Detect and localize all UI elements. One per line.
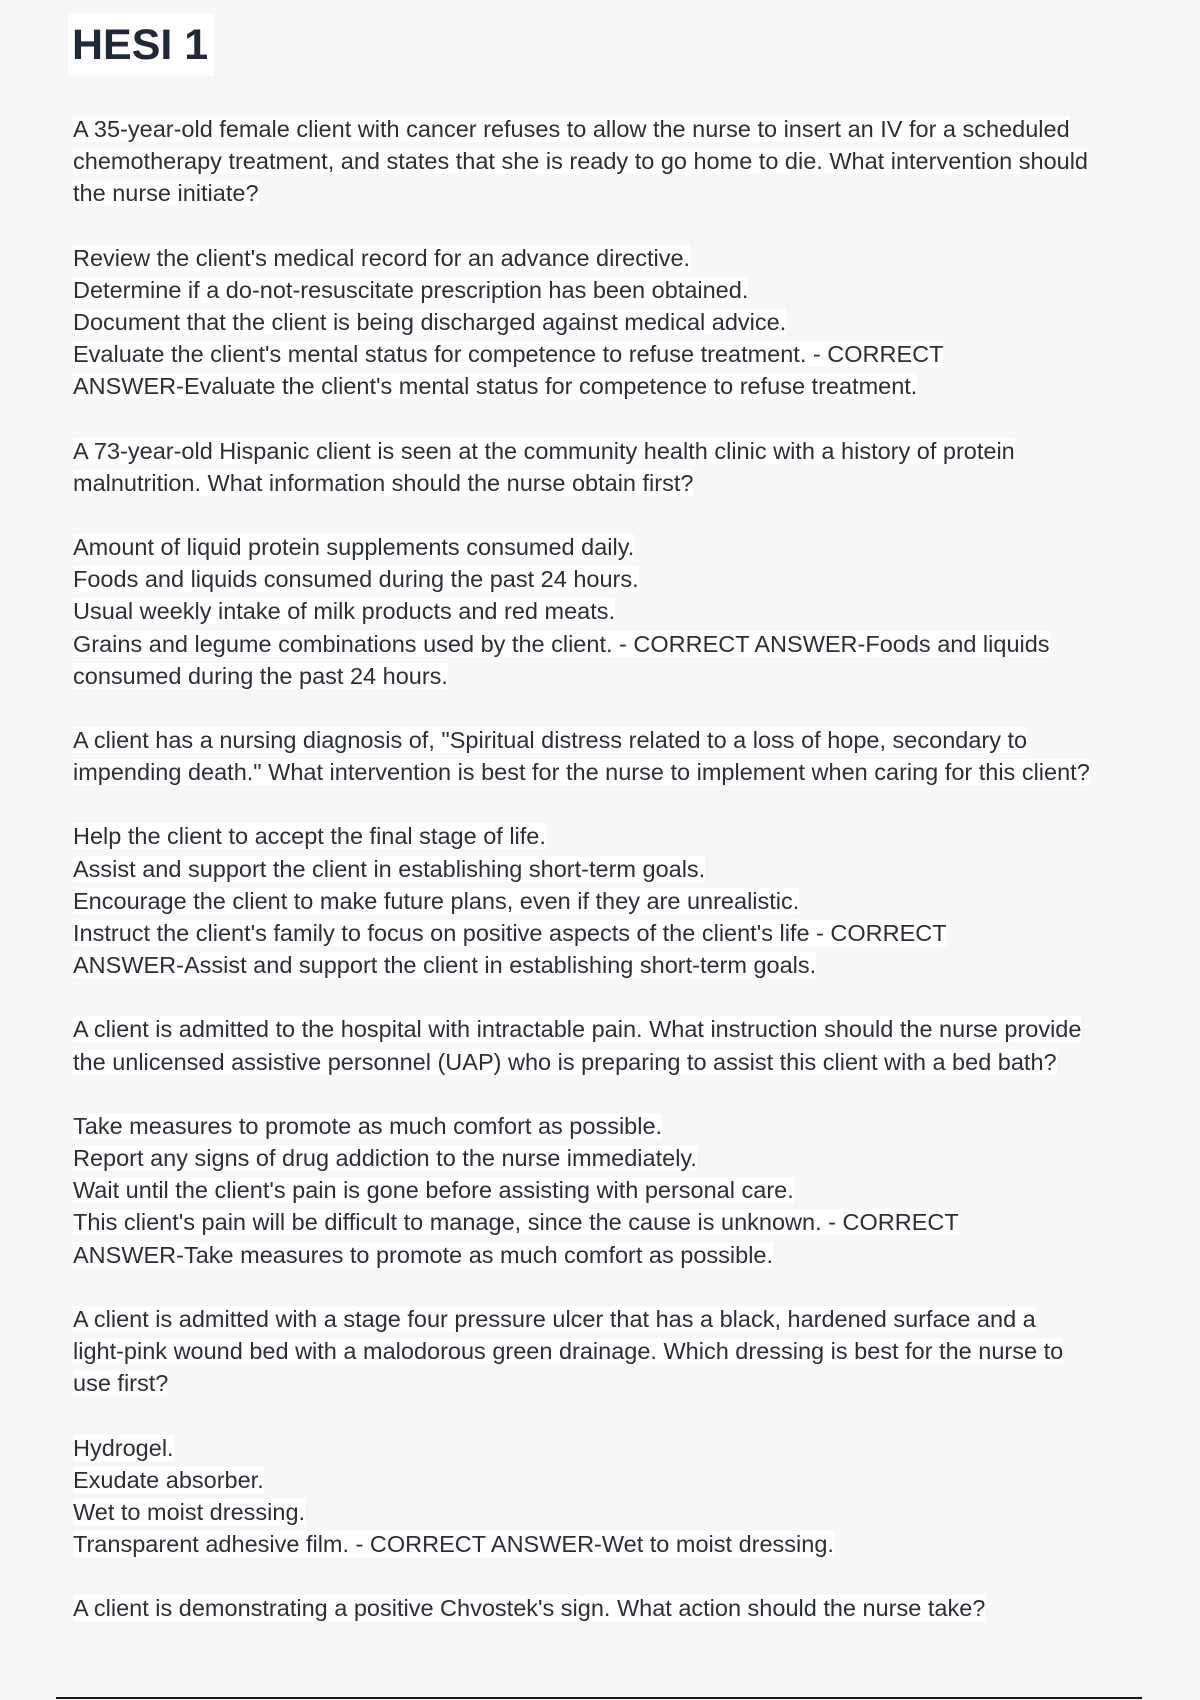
text-run: Take measures to promote as much comfort as possible. — [73, 1112, 663, 1139]
text-run: Amount of liquid protein supplements consumed daily. — [73, 534, 635, 561]
answer-options-block — [73, 1432, 1133, 1561]
text-run: Determine if a do-not-resuscitate prescription has been obtained. — [73, 276, 749, 303]
question-block — [73, 1013, 1133, 1077]
question-text-line — [73, 177, 1133, 209]
question-block — [73, 724, 1133, 788]
text-run: A client is admitted to the hospital with intractable pain. What instruction should the nurse provide — [73, 1016, 1082, 1043]
page-bottom-rule — [56, 1697, 1142, 1699]
text-run: light-pink wound bed with a malodorous green drainage. Which dressing is best for the nurse to — [73, 1338, 1064, 1365]
text-run: ANSWER-Evaluate the client's mental status for competence to refuse treatment. — [73, 373, 918, 400]
question-text-line — [73, 435, 1133, 467]
question-text-line — [73, 113, 1133, 145]
page-title: HESI 1 — [68, 14, 214, 76]
answer-option-line — [73, 1432, 1133, 1464]
answer-options-block — [73, 820, 1133, 981]
text-run: the unlicensed assistive personnel (UAP) who is preparing to assist this client with a bed bath? — [73, 1048, 1057, 1075]
question-text-line — [73, 1013, 1133, 1045]
question-text-line — [73, 1367, 1133, 1399]
answer-option-line — [73, 1110, 1133, 1142]
text-run: the nurse initiate? — [73, 180, 259, 207]
answer-option-line — [73, 1174, 1133, 1206]
answer-option-line — [73, 242, 1133, 274]
question-text-line — [73, 1303, 1133, 1335]
text-run: Grains and legume combinations used by the client. - CORRECT ANSWER-Foods and liquids — [73, 630, 1050, 657]
text-run: Assist and support the client in establishing short-term goals. — [73, 855, 706, 882]
text-run: A client is demonstrating a positive Chvostek's sign. What action should the nurse take? — [73, 1595, 986, 1622]
answer-option-line — [73, 628, 1133, 660]
question-text-line — [73, 724, 1133, 756]
question-block — [73, 1303, 1133, 1400]
answer-option-line — [73, 595, 1133, 627]
text-run: Instruct the client's family to focus on positive aspects of the client's life - CORRECT — [73, 920, 947, 947]
text-run: This client's pain will be difficult to manage, since the cause is unknown. - CORRECT — [73, 1209, 959, 1236]
answer-option-line — [73, 917, 1133, 949]
text-run: ANSWER-Take measures to promote as much comfort as possible. — [73, 1241, 774, 1268]
text-run: impending death." What intervention is best for the nurse to implement when caring for this client? — [73, 759, 1090, 786]
text-run: A client has a nursing diagnosis of, "Spiritual distress related to a loss of hope, secondary to — [73, 727, 1028, 754]
answer-option-line — [73, 1206, 1133, 1238]
question-text-line — [73, 1592, 1133, 1624]
question-text-line — [73, 467, 1133, 499]
answer-option-line — [73, 1464, 1133, 1496]
answer-option-line — [73, 1239, 1133, 1271]
text-run: ANSWER-Assist and support the client in establishing short-term goals. — [73, 952, 817, 979]
answer-option-line — [73, 660, 1133, 692]
answer-option-line — [73, 853, 1133, 885]
text-run: Wait until the client's pain is gone before assisting with personal care. — [73, 1177, 794, 1204]
answer-option-line — [73, 338, 1133, 370]
text-run: Hydrogel. — [73, 1434, 174, 1461]
answer-option-line — [73, 563, 1133, 595]
question-block — [73, 435, 1133, 499]
text-run: Review the client's medical record for an advance directive. — [73, 244, 691, 271]
text-run: Document that the client is being discharged against medical advice. — [73, 309, 787, 336]
question-text-line — [73, 145, 1133, 177]
text-run: Transparent adhesive film. - CORRECT ANSWER-Wet to moist dressing. — [73, 1531, 834, 1558]
document-body — [73, 113, 1133, 1657]
text-run: consumed during the past 24 hours. — [73, 662, 448, 689]
text-run: Encourage the client to make future plans, even if they are unrealistic. — [73, 887, 800, 914]
answer-options-block — [73, 531, 1133, 692]
answer-option-line — [73, 274, 1133, 306]
text-run: Evaluate the client's mental status for competence to refuse treatment. - CORRECT — [73, 341, 944, 368]
answer-option-line — [73, 885, 1133, 917]
answer-options-block — [73, 1110, 1133, 1271]
text-run: A 35-year-old female client with cancer refuses to allow the nurse to insert an IV for a scheduled — [73, 116, 1070, 142]
text-run: malnutrition. What information should the nurse obtain first? — [73, 469, 694, 496]
text-run: A 73-year-old Hispanic client is seen at the community health clinic with a history of protein — [73, 437, 1015, 464]
question-text-line — [73, 1046, 1133, 1078]
question-block — [73, 113, 1133, 210]
text-run: use first? — [73, 1370, 169, 1397]
answer-option-line — [73, 1142, 1133, 1174]
question-block — [73, 1592, 1133, 1624]
answer-options-block — [73, 242, 1133, 403]
text-run: Usual weekly intake of milk products and red meats. — [73, 598, 616, 625]
question-text-line — [73, 756, 1133, 788]
question-text-line — [73, 1335, 1133, 1367]
text-run: Foods and liquids consumed during the past 24 hours. — [73, 566, 639, 593]
answer-option-line — [73, 306, 1133, 338]
text-run: Report any signs of drug addiction to the nurse immediately. — [73, 1145, 697, 1172]
text-run: Wet to moist dressing. — [73, 1498, 306, 1525]
text-run: Exudate absorber. — [73, 1466, 264, 1493]
text-run: chemotherapy treatment, and states that she is ready to go home to die. What intervention should — [73, 148, 1088, 175]
answer-option-line — [73, 370, 1133, 402]
text-run: A client is admitted with a stage four pressure ulcer that has a black, hardened surface and a — [73, 1305, 1036, 1332]
answer-option-line — [73, 1528, 1133, 1560]
answer-option-line — [73, 1496, 1133, 1528]
answer-option-line — [73, 949, 1133, 981]
text-run: Help the client to accept the final stage of life. — [73, 823, 546, 850]
answer-option-line — [73, 820, 1133, 852]
answer-option-line — [73, 531, 1133, 563]
